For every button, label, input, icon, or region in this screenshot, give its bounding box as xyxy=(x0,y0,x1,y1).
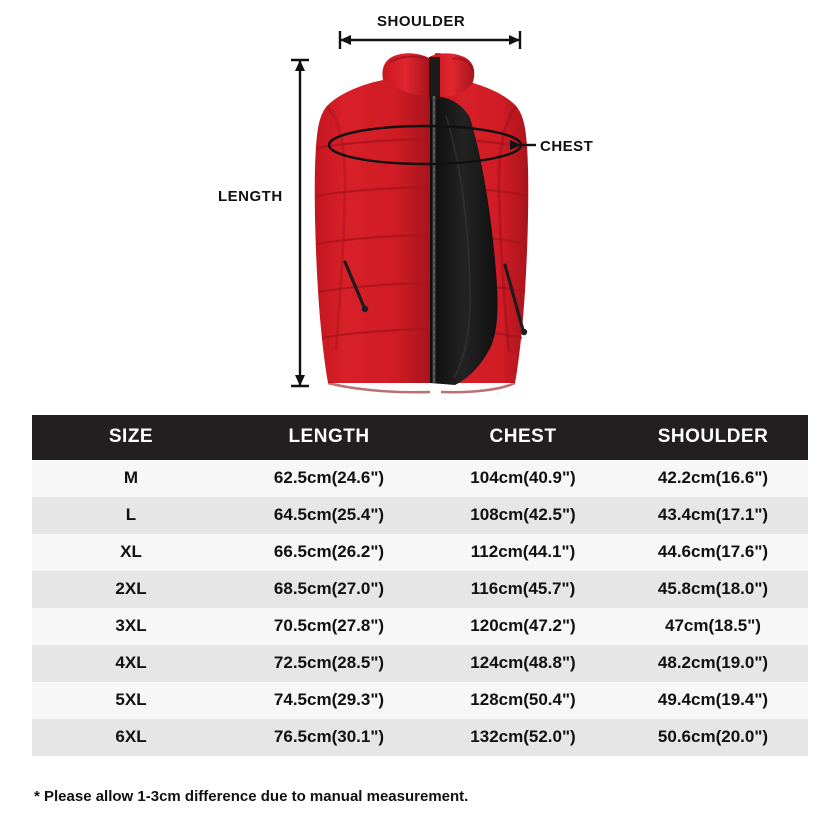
table-row xyxy=(32,719,808,756)
cell-value: 42.2cm(16.6") xyxy=(618,460,808,497)
cell-size: 4XL xyxy=(32,645,230,682)
size-chart-diagram xyxy=(0,0,840,412)
cell-value: 104cm(40.9") xyxy=(428,460,618,497)
cell-value: 76.5cm(30.1") xyxy=(230,719,428,756)
table-row xyxy=(32,645,808,682)
cell-value: 132cm(52.0") xyxy=(428,719,618,756)
table-row xyxy=(32,571,808,608)
cell-value: 49.4cm(19.4") xyxy=(618,682,808,719)
size-table-wrapper xyxy=(32,415,808,756)
table-header xyxy=(32,415,808,460)
cell-size: M xyxy=(32,460,230,497)
size-table xyxy=(32,415,808,756)
cell-value: 70.5cm(27.8") xyxy=(230,608,428,645)
cell-value: 120cm(47.2") xyxy=(428,608,618,645)
table-row xyxy=(32,608,808,645)
cell-size: L xyxy=(32,497,230,534)
cell-size: XL xyxy=(32,534,230,571)
cell-value: 45.8cm(18.0") xyxy=(618,571,808,608)
cell-size: 6XL xyxy=(32,719,230,756)
table-row xyxy=(32,534,808,571)
cell-value: 112cm(44.1") xyxy=(428,534,618,571)
table-row xyxy=(32,497,808,534)
cell-value: 74.5cm(29.3") xyxy=(230,682,428,719)
cell-size: 5XL xyxy=(32,682,230,719)
column-header-size: SIZE xyxy=(32,415,230,460)
cell-value: 50.6cm(20.0") xyxy=(618,719,808,756)
table-body xyxy=(32,460,808,756)
cell-value: 47cm(18.5") xyxy=(618,608,808,645)
column-header-shoulder: SHOULDER xyxy=(618,415,808,460)
cell-value: 72.5cm(28.5") xyxy=(230,645,428,682)
cell-value: 48.2cm(19.0") xyxy=(618,645,808,682)
measurement-footnote: * Please allow 1-3cm difference due to manual measurement. xyxy=(34,788,469,805)
cell-value: 66.5cm(26.2") xyxy=(230,534,428,571)
chest-label: CHEST xyxy=(540,138,594,155)
cell-value: 124cm(48.8") xyxy=(428,645,618,682)
cell-size: 2XL xyxy=(32,571,230,608)
cell-value: 64.5cm(25.4") xyxy=(230,497,428,534)
column-header-length: LENGTH xyxy=(230,415,428,460)
cell-size: 3XL xyxy=(32,608,230,645)
table-header-row xyxy=(32,415,808,460)
table-row xyxy=(32,460,808,497)
cell-value: 62.5cm(24.6") xyxy=(230,460,428,497)
column-header-chest: CHEST xyxy=(428,415,618,460)
cell-value: 116cm(45.7") xyxy=(428,571,618,608)
length-label: LENGTH xyxy=(218,188,283,205)
cell-value: 43.4cm(17.1") xyxy=(618,497,808,534)
cell-value: 108cm(42.5") xyxy=(428,497,618,534)
vest-illustration xyxy=(0,0,840,412)
shoulder-label: SHOULDER xyxy=(377,13,466,30)
table-row xyxy=(32,682,808,719)
cell-value: 68.5cm(27.0") xyxy=(230,571,428,608)
cell-value: 128cm(50.4") xyxy=(428,682,618,719)
cell-value: 44.6cm(17.6") xyxy=(618,534,808,571)
